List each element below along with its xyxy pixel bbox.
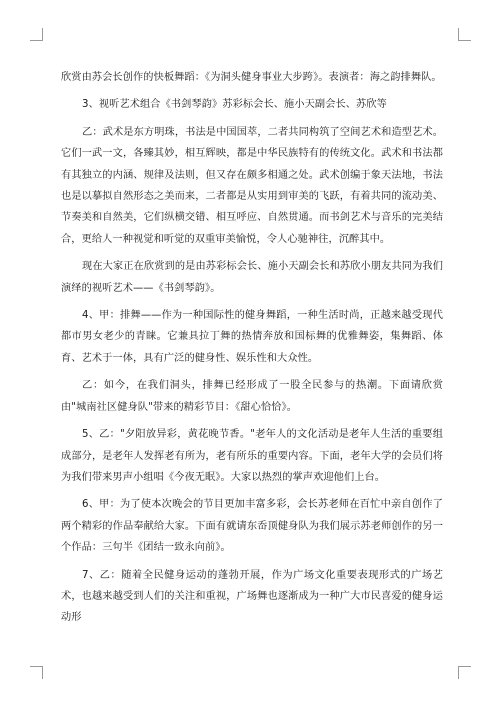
crop-mark-bottom-left bbox=[30, 666, 43, 679]
crop-mark-top-left bbox=[30, 28, 43, 41]
paragraph-item-4-intro: 乙：如今，在我们洞头，排舞已经形成了一股全民参与的热潮。下面请欣赏由"城南社区健身队"带来的精彩节目：《甜心恰恰》。 bbox=[61, 380, 443, 413]
paragraph-item-6: 6、甲：为了使本次晚会的节目更加丰富多彩，会长苏老师在百忙中亲自创作了两个精彩的作品奉献给大家。下面有就请东岙顶健身队为我们展示苏老师创作的另一个作品：三句半《团结一致永向前》。 bbox=[61, 499, 443, 554]
crop-mark-top-right bbox=[458, 28, 471, 41]
paragraph-item-4: 4、甲：排舞——作为一种国际性的健身舞蹈，一种生活时尚，正越来越受现代都市男女老少的青睐。它兼具拉丁舞的热情奔放和国标舞的优雅舞姿，集舞蹈、体育、艺术于一体，具有广泛的健身性、娱乐性和大众性。 bbox=[61, 310, 443, 364]
paragraph-continued: 欣赏由苏会长创作的快板舞蹈：《为洞头健身事业大步跨》。表演者：海之韵排舞队。 bbox=[61, 72, 442, 83]
paragraph-item-5: 5、乙："夕阳放异彩，黄花晚节香。"老年人的文化活动是老年人生活的重要组成部分，是老年人发挥老有所为，老有所乐的重要内容。下面，老年大学的会员们将为我们带来男声小组唱《今夜无眠》。大家以热烈的掌声欢迎他们上台。 bbox=[61, 429, 443, 483]
crop-mark-bottom-right bbox=[458, 666, 471, 679]
paragraph-item-3-title: 3、视听艺术组合《书剑琴韵》苏彩标会长、施小天副会长、苏欣等 bbox=[82, 99, 387, 111]
paragraph-calligraphy-performance: 现在大家正在欣赏到的是由苏彩标会长、施小天副会长和苏欣小朋友共同为我们演绎的视听艺术——《书剑琴韵》。 bbox=[61, 261, 443, 294]
paragraph-item-7: 7、乙：随着全民健身运动的蓬勃开展，作为广场文化重要表现形式的广场艺术，也越来越受到人们的关注和重视，广场舞也逐渐成为一种广大市民喜爱的健身运动形 bbox=[61, 569, 443, 624]
paragraph-calligraphy-intro: 乙：武术是东方明珠，书法是中国国萃，二者共同构筑了空间艺术和造型艺术。它们一武一文，各臻其妙，相互辉映，都是中华民族特有的传统文化。武术和书法都有其独立的内涵、规律及法则，但又存在颇多相通之处。武术创编于象天法地，书法也是以摹拟自然形态之美而来，二者都是从实用到审美的飞跃，有着共同的流动美、节奏美和自然美，它们纵横交错、相互呼应、自然贯通。而书剑艺术与音乐的完美结合，更给人一种视觉和听觉的双重审美愉悦，令人心驰神往，沉醉其中。 bbox=[61, 126, 443, 245]
document-body bbox=[61, 67, 443, 629]
